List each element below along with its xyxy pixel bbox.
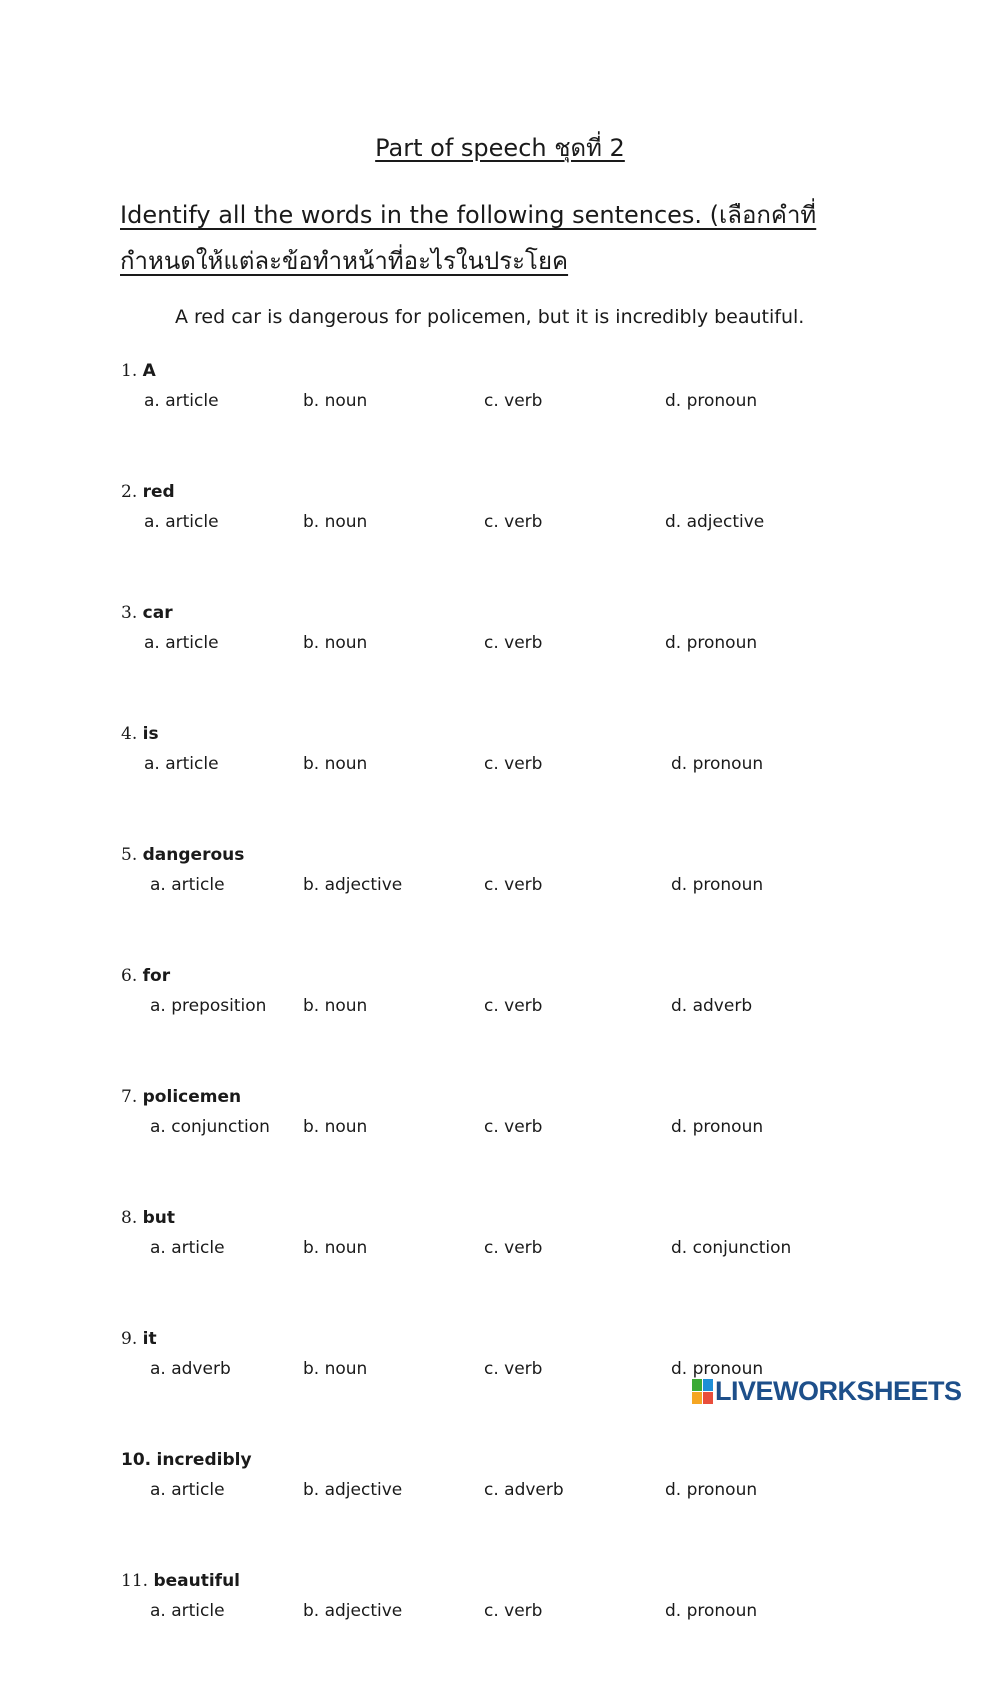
- question-number: 10.: [121, 1450, 152, 1470]
- logo-square: [692, 1379, 702, 1391]
- logo-square: [703, 1379, 713, 1391]
- option-c[interactable]: c. verb: [484, 996, 543, 1016]
- question-word: but: [142, 1208, 176, 1228]
- option-row: [121, 507, 881, 538]
- question-number: 7.: [121, 1087, 138, 1107]
- option-b[interactable]: b. noun: [303, 391, 368, 411]
- option-b[interactable]: b. adjective: [303, 875, 403, 895]
- option-a[interactable]: a. article: [150, 1480, 225, 1500]
- option-row: [121, 1596, 881, 1627]
- option-b[interactable]: b. noun: [303, 996, 368, 1016]
- question-word: is: [142, 724, 159, 744]
- logo-square: [692, 1392, 702, 1404]
- question-word: beautiful: [153, 1571, 241, 1591]
- logo-text: LIVEWORKSHEETS: [715, 1376, 962, 1406]
- option-c[interactable]: c. adverb: [484, 1480, 564, 1500]
- question-word: dangerous: [142, 845, 245, 865]
- question-header: [121, 1324, 881, 1354]
- option-d[interactable]: d. adverb: [671, 996, 753, 1016]
- option-d[interactable]: d. adjective: [665, 512, 765, 532]
- option-d[interactable]: d. pronoun: [671, 1359, 764, 1379]
- question-header: [121, 1082, 881, 1112]
- option-a[interactable]: a. article: [144, 633, 219, 653]
- question-item: [121, 1566, 881, 1687]
- question-item: [121, 840, 881, 961]
- option-d[interactable]: d. pronoun: [665, 1480, 758, 1500]
- question-header: [121, 356, 881, 386]
- option-b[interactable]: b. noun: [303, 1359, 368, 1379]
- question-item: [121, 1203, 881, 1324]
- example-sentence: A red car is dangerous for policemen, but it is incredibly beautiful.: [175, 306, 805, 328]
- question-header: [121, 961, 881, 991]
- option-b[interactable]: b. noun: [303, 1238, 368, 1258]
- question-list: [121, 356, 881, 1687]
- question-header: [121, 1203, 881, 1233]
- option-b[interactable]: b. noun: [303, 633, 368, 653]
- option-row: [121, 749, 881, 780]
- question-number: 2.: [121, 482, 138, 502]
- liveworksheets-logo: [692, 1376, 962, 1407]
- question-header: [121, 719, 881, 749]
- option-a[interactable]: a. article: [150, 1238, 225, 1258]
- option-c[interactable]: c. verb: [484, 1117, 543, 1137]
- option-c[interactable]: c. verb: [484, 1359, 543, 1379]
- question-word: red: [142, 482, 175, 502]
- question-item: [121, 356, 881, 477]
- option-c[interactable]: c. verb: [484, 875, 543, 895]
- option-a[interactable]: a. article: [150, 875, 225, 895]
- option-row: [121, 628, 881, 659]
- question-number: 1.: [121, 361, 138, 381]
- option-d[interactable]: d. pronoun: [665, 391, 758, 411]
- option-b[interactable]: b. noun: [303, 1117, 368, 1137]
- option-b[interactable]: b. adjective: [303, 1480, 403, 1500]
- option-a[interactable]: a. adverb: [150, 1359, 231, 1379]
- option-row: [121, 991, 881, 1022]
- option-d[interactable]: d. pronoun: [671, 1117, 764, 1137]
- option-c[interactable]: c. verb: [484, 391, 543, 411]
- question-number: 4.: [121, 724, 138, 744]
- option-b[interactable]: b. adjective: [303, 1601, 403, 1621]
- question-number: 11.: [121, 1571, 149, 1591]
- option-row: [121, 1475, 881, 1506]
- option-c[interactable]: c. verb: [484, 512, 543, 532]
- option-a[interactable]: a. conjunction: [150, 1117, 270, 1137]
- question-number: 3.: [121, 603, 138, 623]
- question-header: [121, 840, 881, 870]
- question-number: 8.: [121, 1208, 138, 1228]
- question-header: [121, 598, 881, 628]
- option-a[interactable]: a. article: [144, 512, 219, 532]
- question-word: policemen: [142, 1087, 242, 1107]
- question-item: [121, 719, 881, 840]
- option-b[interactable]: b. noun: [303, 512, 368, 532]
- question-item: [121, 598, 881, 719]
- option-row: [121, 386, 881, 417]
- option-c[interactable]: c. verb: [484, 1238, 543, 1258]
- logo-square: [703, 1392, 713, 1404]
- question-item: [121, 961, 881, 1082]
- question-header: [121, 1566, 881, 1596]
- option-c[interactable]: c. verb: [484, 633, 543, 653]
- question-word: car: [142, 603, 173, 623]
- option-a[interactable]: a. article: [144, 391, 219, 411]
- option-a[interactable]: a. preposition: [150, 996, 267, 1016]
- option-a[interactable]: a. article: [150, 1601, 225, 1621]
- option-d[interactable]: d. pronoun: [671, 875, 764, 895]
- instructions: Identify all the words in the following sentences. (เลือกคำที่กำหนดให้แต่ละข้อทำหน้าที่อะไรในประโยค: [120, 201, 817, 275]
- option-row: [121, 1112, 881, 1143]
- question-number: 9.: [121, 1329, 138, 1349]
- question-item: [121, 1445, 881, 1566]
- question-header: [121, 477, 881, 507]
- option-a[interactable]: a. article: [144, 754, 219, 774]
- option-d[interactable]: d. pronoun: [665, 1601, 758, 1621]
- question-header: [121, 1445, 881, 1475]
- option-d[interactable]: d. conjunction: [671, 1238, 792, 1258]
- option-row: [121, 870, 881, 901]
- question-word: it: [142, 1329, 157, 1349]
- question-number: 6.: [121, 966, 138, 986]
- question-item: [121, 477, 881, 598]
- question-word: for: [142, 966, 171, 986]
- question-number: 5.: [121, 845, 138, 865]
- option-c[interactable]: c. verb: [484, 1601, 543, 1621]
- page-title: Part of speech ชุดที่ 2: [375, 134, 625, 162]
- question-item: [121, 1082, 881, 1203]
- option-d[interactable]: d. pronoun: [671, 754, 764, 774]
- option-b[interactable]: b. noun: [303, 754, 368, 774]
- option-d[interactable]: d. pronoun: [665, 633, 758, 653]
- question-word: incredibly: [156, 1450, 252, 1470]
- question-word: A: [142, 361, 156, 381]
- option-row: [121, 1233, 881, 1264]
- logo-squares-icon: [692, 1379, 713, 1404]
- option-c[interactable]: c. verb: [484, 754, 543, 774]
